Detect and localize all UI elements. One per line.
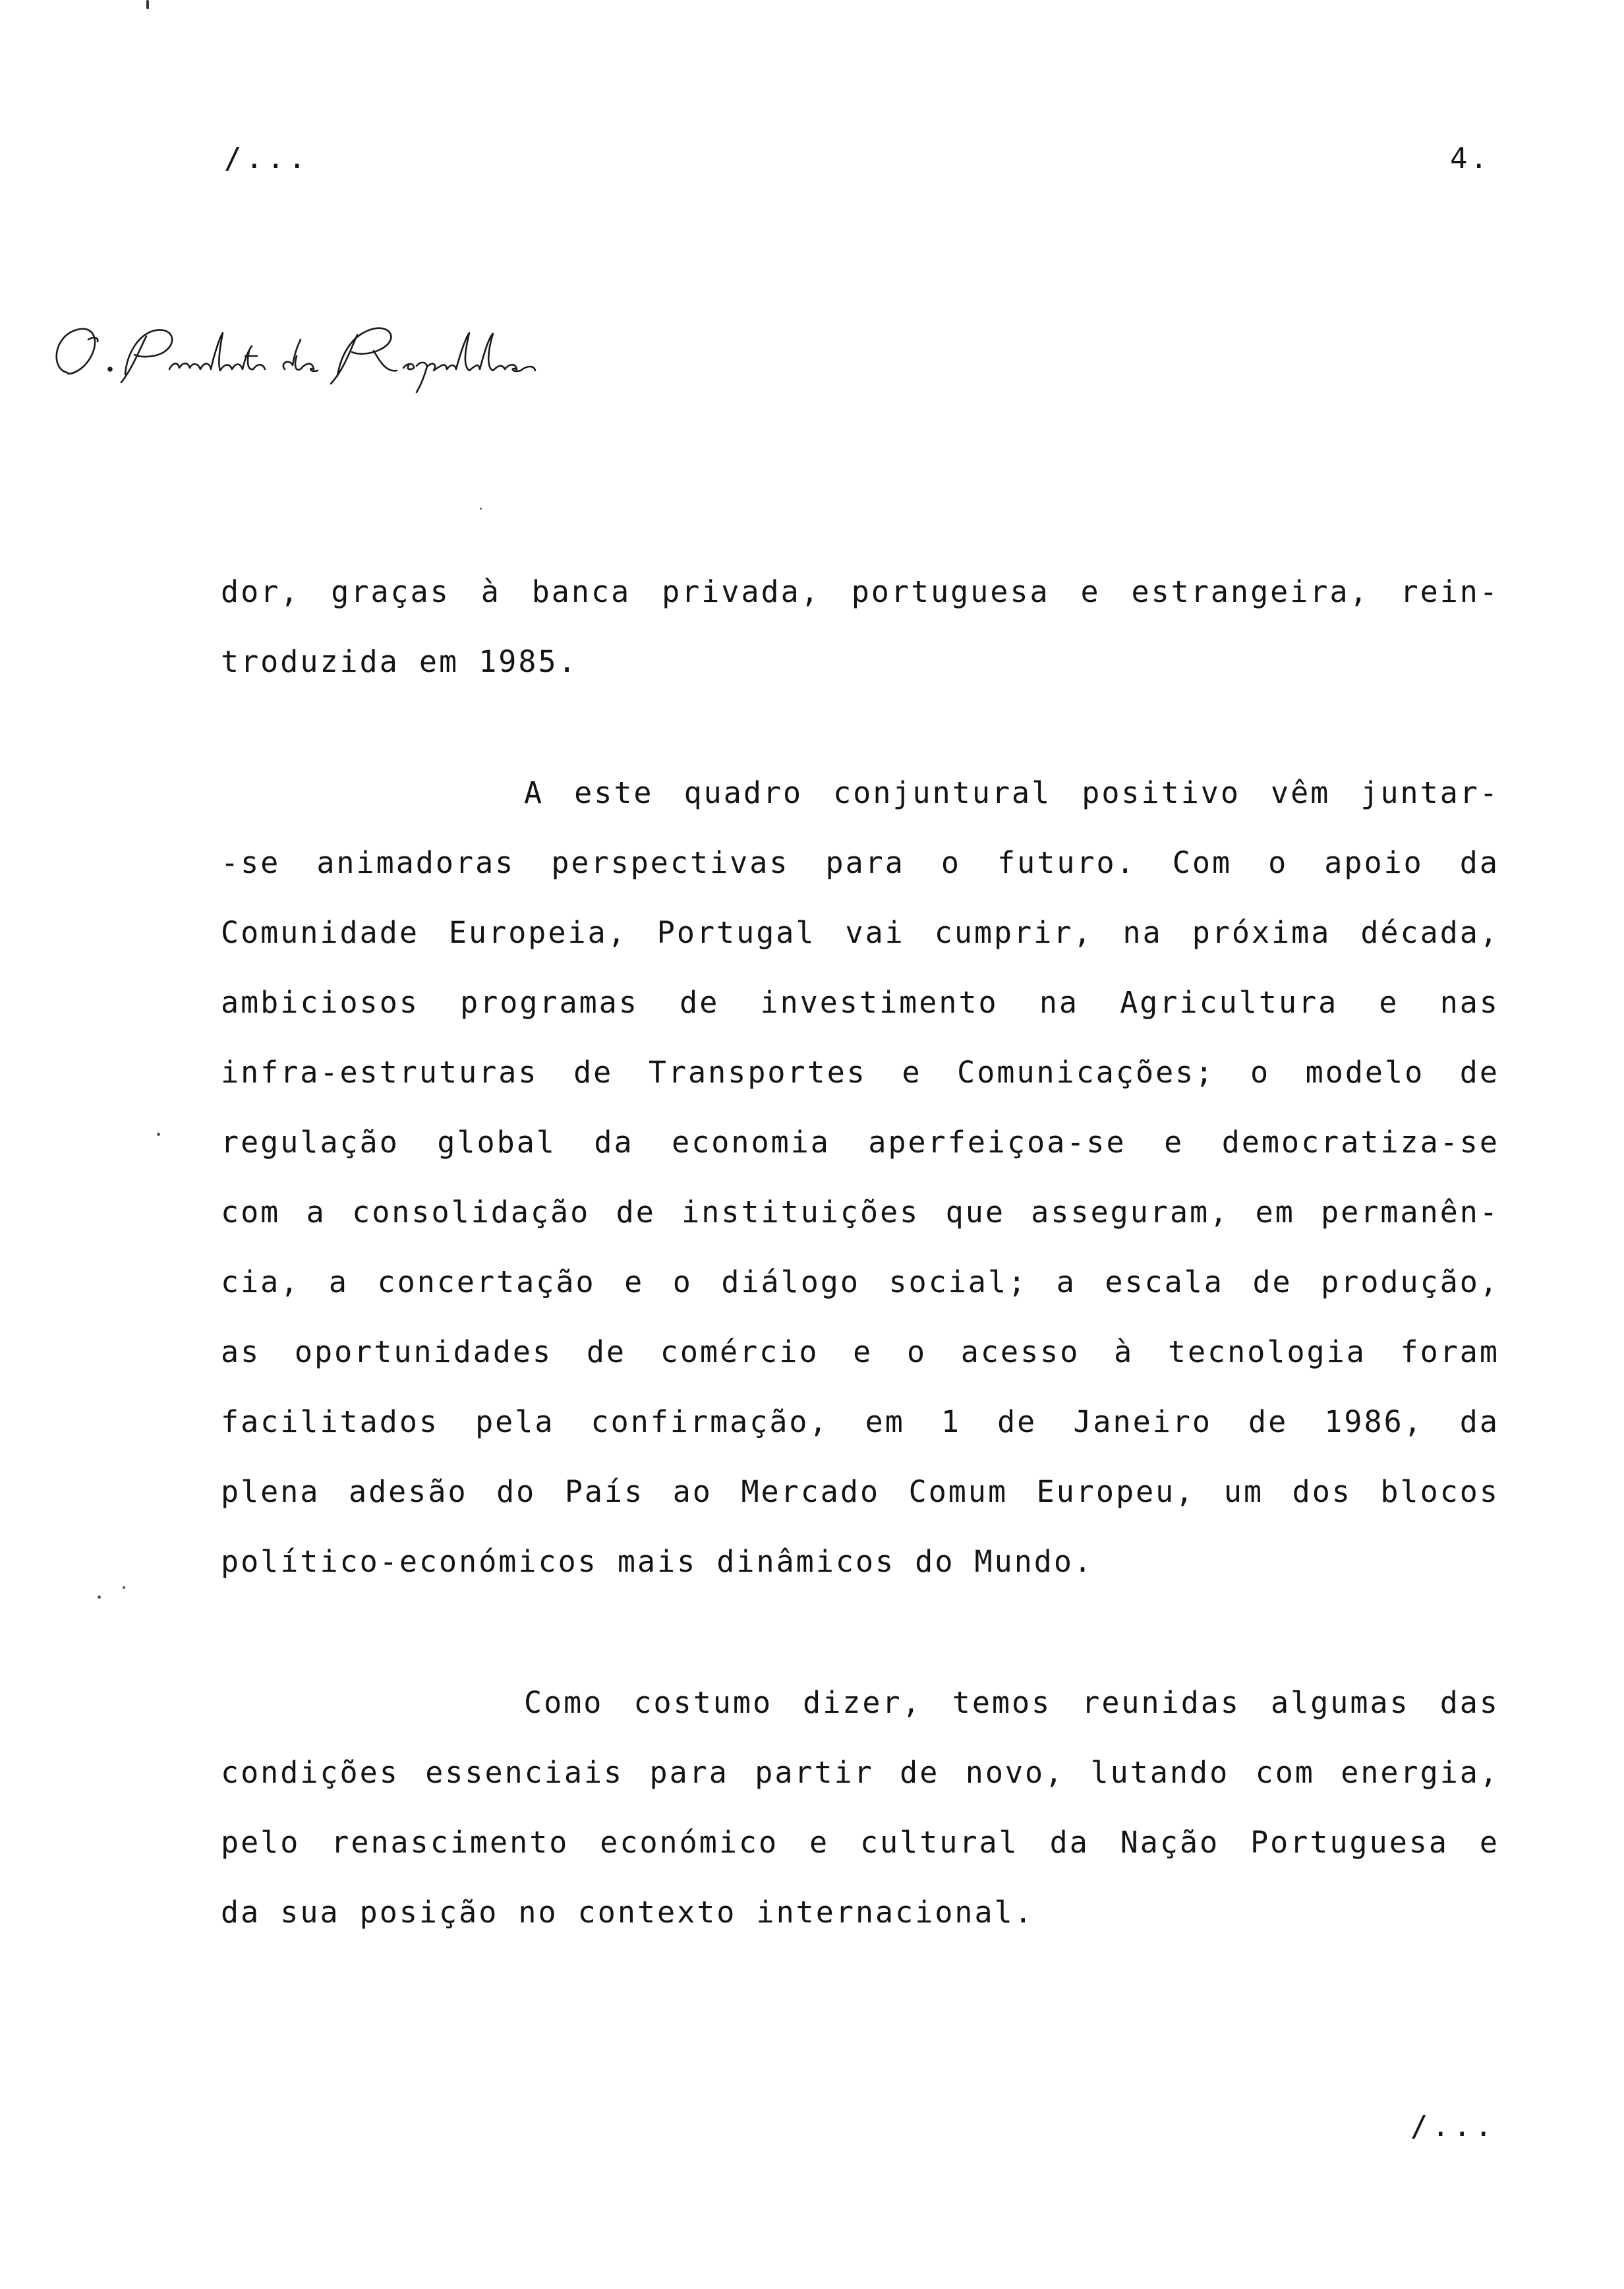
paragraph-line: da sua posição no contexto internacional. — [221, 1895, 1034, 1930]
paragraph-line: regulação global da economia aperfeiçoa-se e democratiza-se — [221, 1125, 1499, 1160]
paragraph-3 — [221, 1668, 1499, 1947]
paragraph-2 — [221, 758, 1499, 1597]
scan-speck — [98, 1595, 101, 1599]
paragraph-line: A este quadro conjuntural positivo vêm juntar- — [524, 775, 1499, 810]
paragraph-1 — [221, 557, 1499, 697]
scan-speck — [123, 1586, 125, 1589]
paragraph-line: dor, graças à banca privada, portuguesa e estrangeira, rein- — [221, 574, 1499, 609]
letterhead-script — [47, 310, 641, 396]
letterhead-script-graphic — [47, 310, 641, 396]
paragraph-line: Comunidade Europeia, Portugal vai cumprir, na próxima década, — [221, 915, 1499, 950]
paragraph-line: condições essenciais para partir de novo, lutando com energia, — [221, 1755, 1499, 1790]
paragraph-line: ambiciosos programas de investimento na Agricultura e nas — [221, 985, 1499, 1020]
paragraph-line: pelo renascimento económico e cultural da Nação Portuguesa e — [221, 1825, 1499, 1860]
continuation-mark-bottom: /... — [1410, 2110, 1496, 2143]
paragraph-line: as oportunidades de comércio e o acesso à tecnologia foram — [221, 1334, 1499, 1369]
paragraph-line: Como costumo dizer, temos reunidas algumas das — [524, 1685, 1499, 1720]
paragraph-line: -se animadoras perspectivas para o futuro. Com o apoio da — [221, 845, 1499, 880]
paragraph-line: infra-estruturas de Transportes e Comunicações; o modelo de — [221, 1055, 1499, 1090]
paragraph-line: troduzida em 1985. — [221, 644, 578, 679]
paragraph-line: cia, a concertação e o diálogo social; a escala de produção, — [221, 1264, 1499, 1299]
paragraph-line: político-económicos mais dinâmicos do Mundo. — [221, 1544, 1094, 1579]
paragraph-line: com a consolidação de instituições que asseguram, em permanên- — [221, 1195, 1499, 1230]
paragraph-line: plena adesão do País ao Mercado Comum Europeu, um dos blocos — [221, 1474, 1499, 1509]
scan-speck — [480, 508, 482, 510]
scan-speck — [146, 0, 149, 9]
continuation-mark-top: /... — [224, 142, 310, 175]
scan-speck — [157, 1133, 160, 1136]
paragraph-line: facilitados pela confirmação, em 1 de Janeiro de 1986, da — [221, 1404, 1499, 1439]
page-number: 4. — [1450, 142, 1490, 175]
